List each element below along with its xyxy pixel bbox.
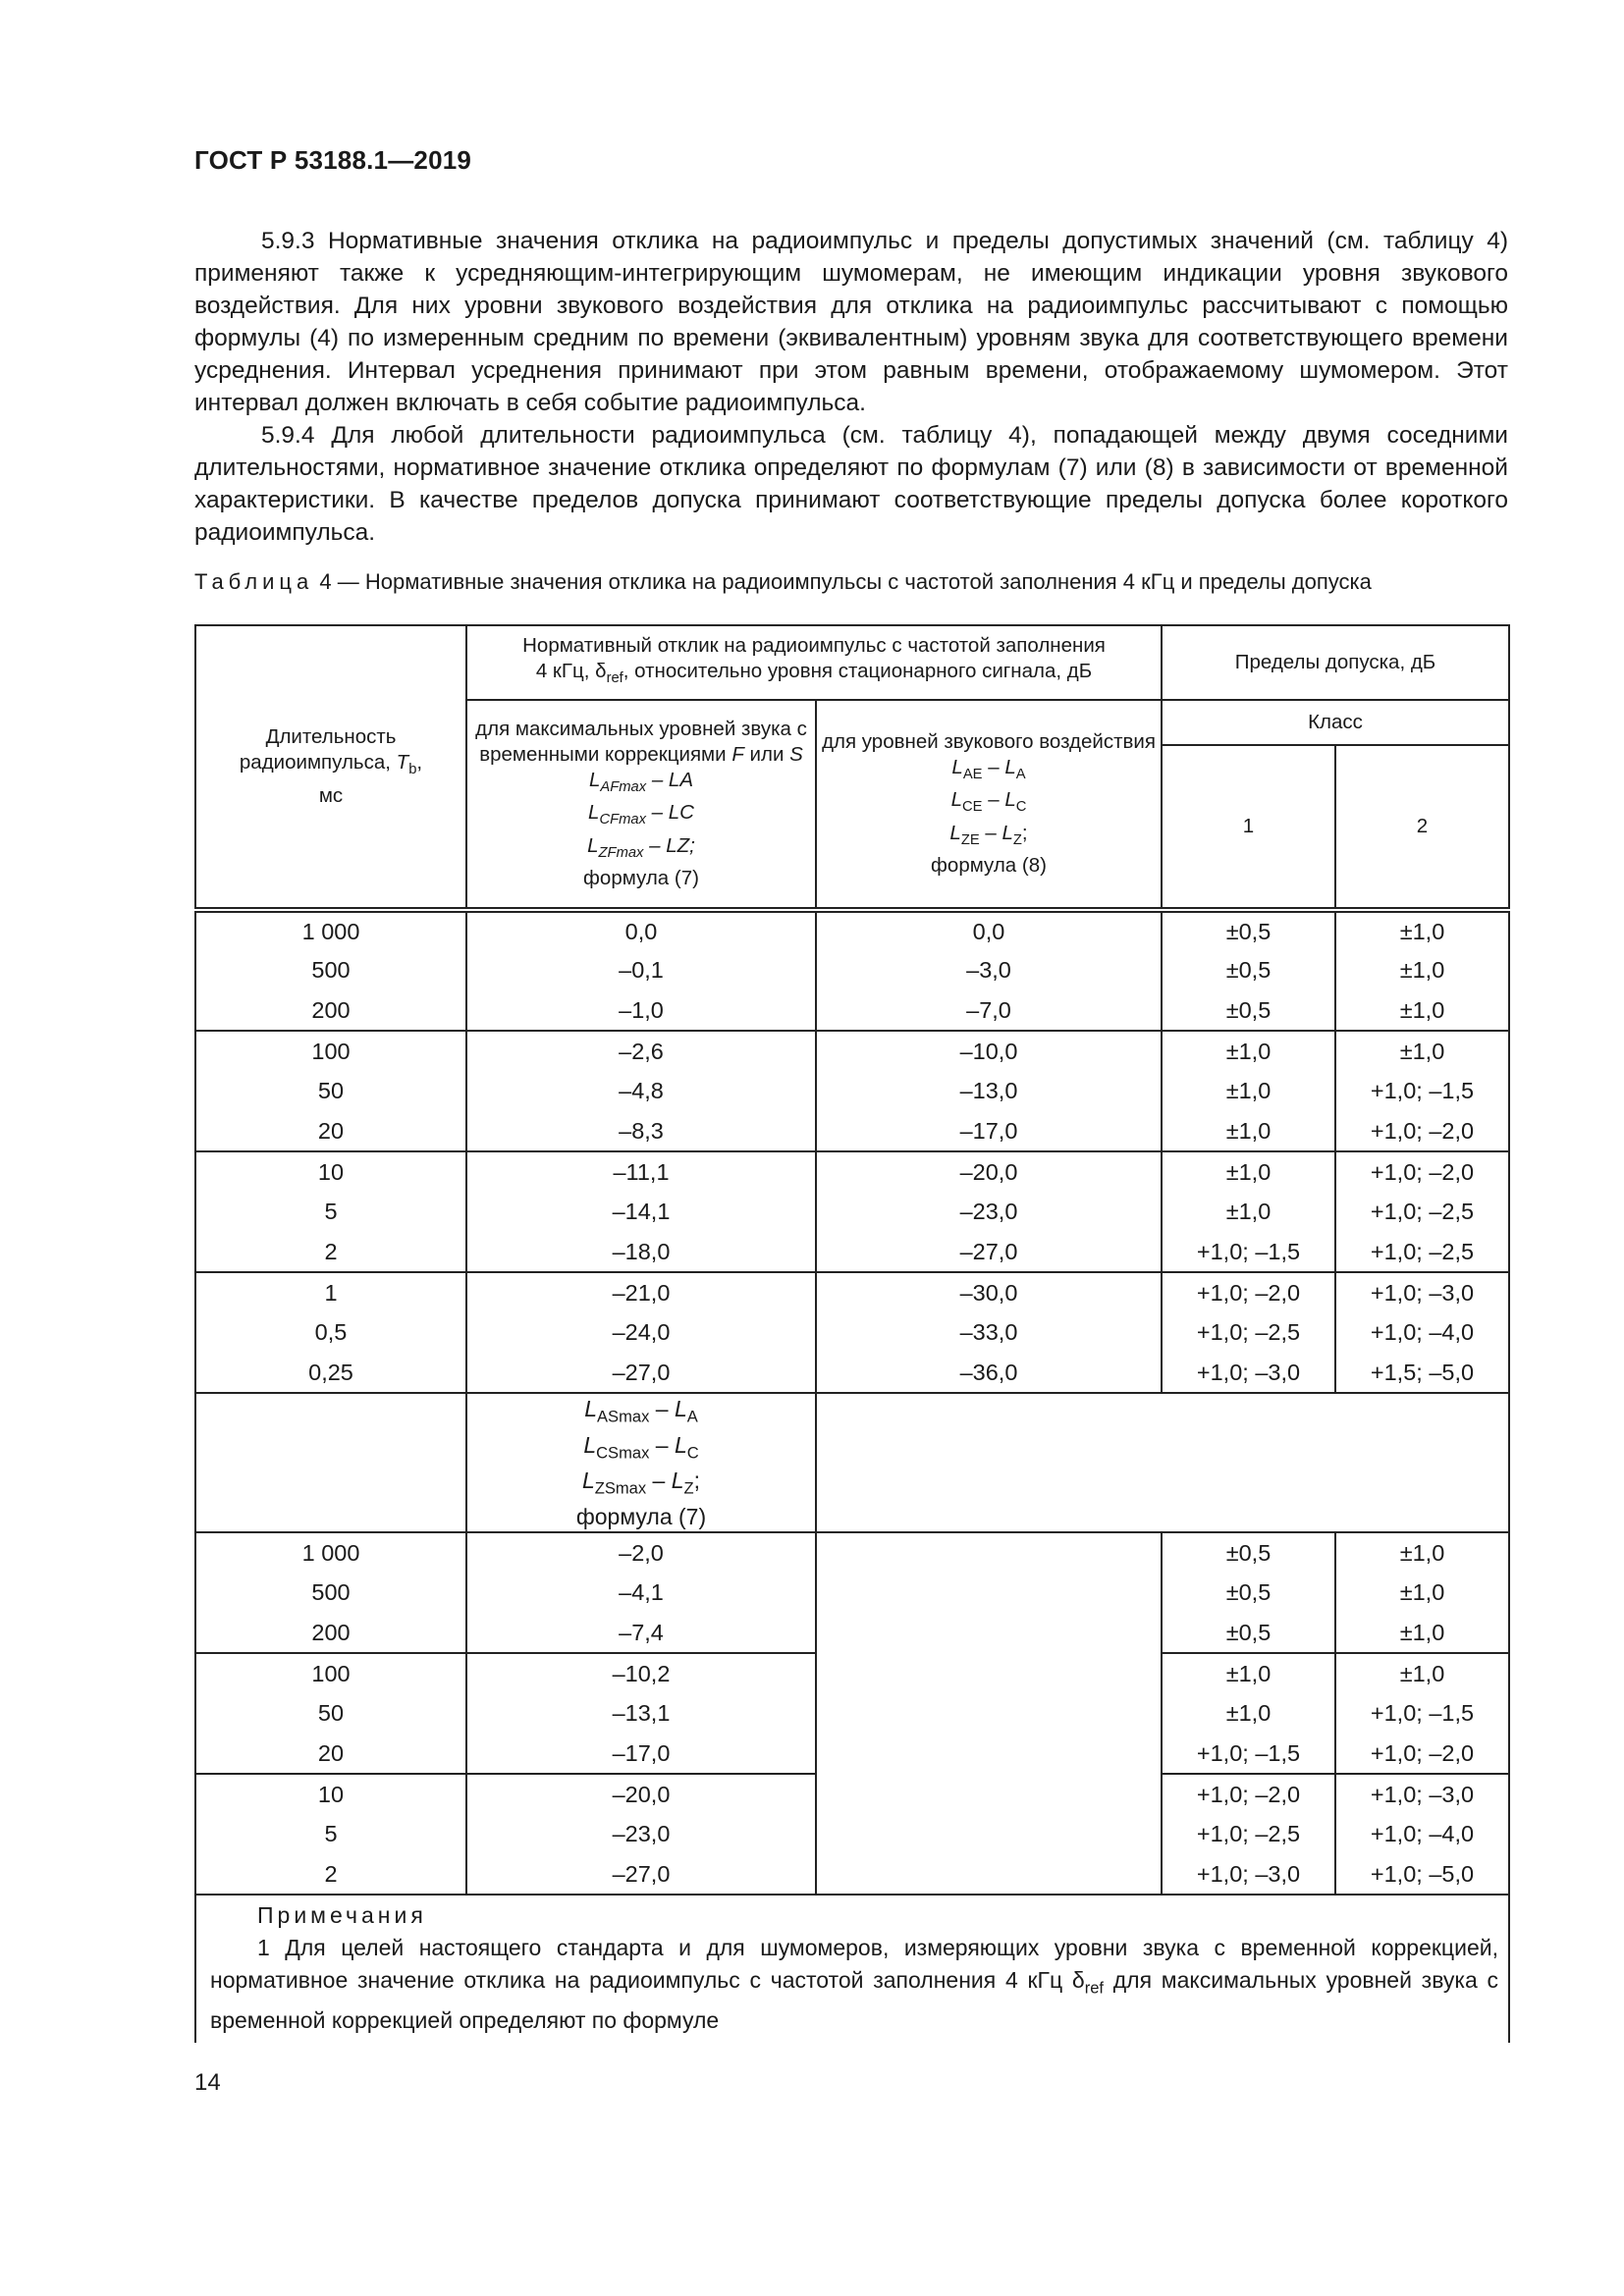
cell-class-2: +1,0; –4,0: [1335, 1312, 1509, 1353]
cell-duration: 10: [195, 1774, 466, 1814]
cell-class-1: ±0,5: [1162, 1613, 1335, 1653]
cell-duration: 200: [195, 1613, 466, 1653]
table-row: [195, 1031, 1509, 1071]
cell-class-1: ±1,0: [1162, 1111, 1335, 1151]
cell-duration: 0,25: [195, 1353, 466, 1393]
table-row: [195, 1192, 1509, 1232]
page-number: 14: [194, 2069, 221, 2096]
cell-duration: 100: [195, 1653, 466, 1693]
cell-class-2: ±1,0: [1335, 950, 1509, 990]
header-class-1: 1: [1162, 745, 1335, 910]
cell-duration: 500: [195, 1573, 466, 1613]
header-duration: Длительность радиоимпульса, $T_b$, мс: [195, 625, 466, 910]
cell-duration: 5: [195, 1192, 466, 1232]
cell-class-1: +1,0; –2,0: [1162, 1774, 1335, 1814]
cell-response-max: 0,0: [466, 910, 816, 950]
cell-response-max: –1,0: [466, 990, 816, 1031]
cell-class-2: +1,0; –2,5: [1335, 1232, 1509, 1272]
cell-duration: 0,5: [195, 1312, 466, 1353]
cell-duration: 5: [195, 1814, 466, 1854]
table-row: [195, 1353, 1509, 1393]
header-class-2: 2: [1335, 745, 1509, 910]
paragraph-5-9-3: 5.9.3 Нормативные значения отклика на радиоимпульс и пределы допустимых значений (см. таблицу 4) применяют также к усредняющим-интегрирующим шумомерам, не имеющим индикации уровня звукового воздействия. Для них уровни звукового воздействия для отклика на радиоимпульс рассчитывают с помощью формулы (4) по измеренным средним по времени (эквивалентным) уровням звука для соответствующего времени усреднения. Интервал усреднения принимают при этом равным времени, отображаемому шумомером. Этот интервал должен включать в себя событие радиоимпульса.: [194, 228, 1508, 416]
cell-duration: 1 000: [195, 1532, 466, 1573]
cell-class-1: ±0,5: [1162, 910, 1335, 950]
cell-response-max: –27,0: [466, 1353, 816, 1393]
slow-header-empty: [816, 1393, 1509, 1532]
cell-class-2: +1,0; –2,0: [1335, 1151, 1509, 1192]
cell-response-exposure: –17,0: [816, 1111, 1162, 1151]
header-response: Нормативный отклик на радиоимпульс с частотой заполнения 4 кГц, $\delta_{ref}$, относительно уровня стационарного сигнала, дБ: [466, 625, 1162, 700]
cell-class-2: +1,0; –3,0: [1335, 1272, 1509, 1312]
notes-title: Примечания: [257, 1902, 427, 1928]
document-header: ГОСТ Р 53188.1—2019: [194, 145, 472, 175]
table-row: [195, 1272, 1509, 1312]
table-row: [195, 910, 1509, 950]
cell-class-2: +1,0; –2,5: [1335, 1192, 1509, 1232]
cell-response-max: –2,0: [466, 1532, 816, 1573]
cell-class-1: ±1,0: [1162, 1151, 1335, 1192]
slow-header-formula: $L_{ASmax} - L_A$ $L_{CSmax} - L_C$ $L_{ZSmax} - L_Z$; формула (7): [466, 1393, 816, 1532]
cell-class-2: +1,0; –1,5: [1335, 1693, 1509, 1734]
header-exposure-levels: для уровней звукового воздействия $L_{AE} - L_A$ $L_{CE} - L_C$ $L_{ZE} - L_Z$; формула (8): [816, 700, 1162, 910]
cell-duration: 50: [195, 1071, 466, 1111]
cell-class-2: ±1,0: [1335, 1613, 1509, 1653]
cell-class-1: ±0,5: [1162, 1573, 1335, 1613]
cell-response-max: –0,1: [466, 950, 816, 990]
cell-response-max: –2,6: [466, 1031, 816, 1071]
cell-duration: 10: [195, 1151, 466, 1192]
cell-response-max: –7,4: [466, 1613, 816, 1653]
header-tolerance: Пределы допуска, дБ: [1162, 625, 1509, 700]
cell-response-exposure: –13,0: [816, 1071, 1162, 1111]
cell-duration: 500: [195, 950, 466, 990]
cell-response-max: –27,0: [466, 1854, 816, 1895]
header-class: Класс: [1162, 700, 1509, 745]
cell-class-2: +1,0; –1,5: [1335, 1071, 1509, 1111]
cell-class-1: ±0,5: [1162, 990, 1335, 1031]
table-row: [195, 1151, 1509, 1192]
cell-duration: 200: [195, 990, 466, 1031]
cell-class-2: +1,0; –4,0: [1335, 1814, 1509, 1854]
cell-response-max: –13,1: [466, 1693, 816, 1734]
cell-class-1: +1,0; –3,0: [1162, 1854, 1335, 1895]
table-caption-label: Таблица: [194, 569, 314, 594]
cell-duration: 2: [195, 1232, 466, 1272]
cell-class-1: ±1,0: [1162, 1693, 1335, 1734]
cell-response-exposure: –27,0: [816, 1232, 1162, 1272]
cell-response-max: –17,0: [466, 1734, 816, 1774]
cell-class-1: ±1,0: [1162, 1031, 1335, 1071]
cell-response-exposure: –20,0: [816, 1151, 1162, 1192]
cell-response-max: –8,3: [466, 1111, 816, 1151]
cell-class-2: ±1,0: [1335, 990, 1509, 1031]
slow-header-blank: [195, 1393, 466, 1532]
cell-duration: 100: [195, 1031, 466, 1071]
cell-duration: 1 000: [195, 910, 466, 950]
cell-class-2: +1,0; –2,0: [1335, 1734, 1509, 1774]
cell-class-1: +1,0; –1,5: [1162, 1232, 1335, 1272]
table-row: [195, 1071, 1509, 1111]
cell-class-2: +1,5; –5,0: [1335, 1353, 1509, 1393]
cell-class-2: ±1,0: [1335, 1653, 1509, 1693]
cell-response-exposure: –7,0: [816, 990, 1162, 1031]
cell-class-1: ±1,0: [1162, 1192, 1335, 1232]
cell-class-1: +1,0; –3,0: [1162, 1353, 1335, 1393]
cell-response-exposure: 0,0: [816, 910, 1162, 950]
cell-duration: 2: [195, 1854, 466, 1895]
cell-response-max: –10,2: [466, 1653, 816, 1693]
cell-response-exposure: –23,0: [816, 1192, 1162, 1232]
cell-response-exposure: –30,0: [816, 1272, 1162, 1312]
cell-empty-exposure: [816, 1532, 1162, 1895]
cell-response-exposure: –33,0: [816, 1312, 1162, 1353]
cell-class-2: +1,0; –2,0: [1335, 1111, 1509, 1151]
cell-response-max: –11,1: [466, 1151, 816, 1192]
cell-class-1: ±0,5: [1162, 1532, 1335, 1573]
table-caption: [194, 569, 1510, 595]
table-row: [195, 1532, 1509, 1573]
cell-response-exposure: –10,0: [816, 1031, 1162, 1071]
table-row: [195, 1111, 1509, 1151]
table-row: [195, 950, 1509, 990]
cell-duration: 50: [195, 1693, 466, 1734]
cell-class-1: +1,0; –2,0: [1162, 1272, 1335, 1312]
cell-duration: 20: [195, 1734, 466, 1774]
cell-class-1: +1,0; –2,5: [1162, 1814, 1335, 1854]
table-4: [194, 624, 1510, 2043]
note-1: 1 Для целей настоящего стандарта и для шумомеров, измеряющих уровни звука с временной коррекцией, нормативное значение отклика на радиоимпульс с частотой заполнения 4 кГц $\delta_{ref}$ для максимальных уровней звука с временной коррекцией определяют по формуле: [210, 1935, 1499, 2033]
cell-duration: 1: [195, 1272, 466, 1312]
cell-class-1: +1,0; –2,5: [1162, 1312, 1335, 1353]
table-row: [195, 1312, 1509, 1353]
cell-class-2: ±1,0: [1335, 910, 1509, 950]
cell-response-max: –23,0: [466, 1814, 816, 1854]
cell-class-1: ±1,0: [1162, 1071, 1335, 1111]
cell-class-2: ±1,0: [1335, 1573, 1509, 1613]
paragraph-5-9-4: 5.9.4 Для любой длительности радиоимпульса (см. таблицу 4), попадающей между двумя соседними длительностями, нормативное значение отклика определяют по формулам (7) или (8) в зависимости от временной характеристики. В качестве пределов допуска принимают соответствующие пределы допуска более короткого радиоимпульса.: [194, 422, 1508, 546]
cell-response-exposure: –36,0: [816, 1353, 1162, 1393]
cell-class-1: +1,0; –1,5: [1162, 1734, 1335, 1774]
cell-class-1: ±0,5: [1162, 950, 1335, 990]
table-notes: [195, 1895, 1509, 2043]
cell-class-2: +1,0; –3,0: [1335, 1774, 1509, 1814]
table-row: [195, 990, 1509, 1031]
cell-class-2: ±1,0: [1335, 1532, 1509, 1573]
cell-response-max: –4,8: [466, 1071, 816, 1111]
cell-response-max: –18,0: [466, 1232, 816, 1272]
cell-class-2: ±1,0: [1335, 1031, 1509, 1071]
cell-duration: 20: [195, 1111, 466, 1151]
cell-response-max: –14,1: [466, 1192, 816, 1232]
cell-response-max: –24,0: [466, 1312, 816, 1353]
table-row: [195, 1232, 1509, 1272]
cell-response-max: –20,0: [466, 1774, 816, 1814]
header-max-levels: для максимальных уровней звука с временными коррекциями F или S $L_{AFmax}$ – LA $L_{CFmax}$ – LC $L_{ZFmax}$ – LZ; формула (7): [466, 700, 816, 910]
cell-class-1: ±1,0: [1162, 1653, 1335, 1693]
table-caption-text: 4 — Нормативные значения отклика на радиоимпульсы с частотой заполнения 4 кГц и пределы допуска: [319, 569, 1372, 594]
cell-response-max: –21,0: [466, 1272, 816, 1312]
cell-response-max: –4,1: [466, 1573, 816, 1613]
cell-response-exposure: –3,0: [816, 950, 1162, 990]
table-body: [195, 625, 1509, 2043]
cell-class-2: +1,0; –5,0: [1335, 1854, 1509, 1895]
